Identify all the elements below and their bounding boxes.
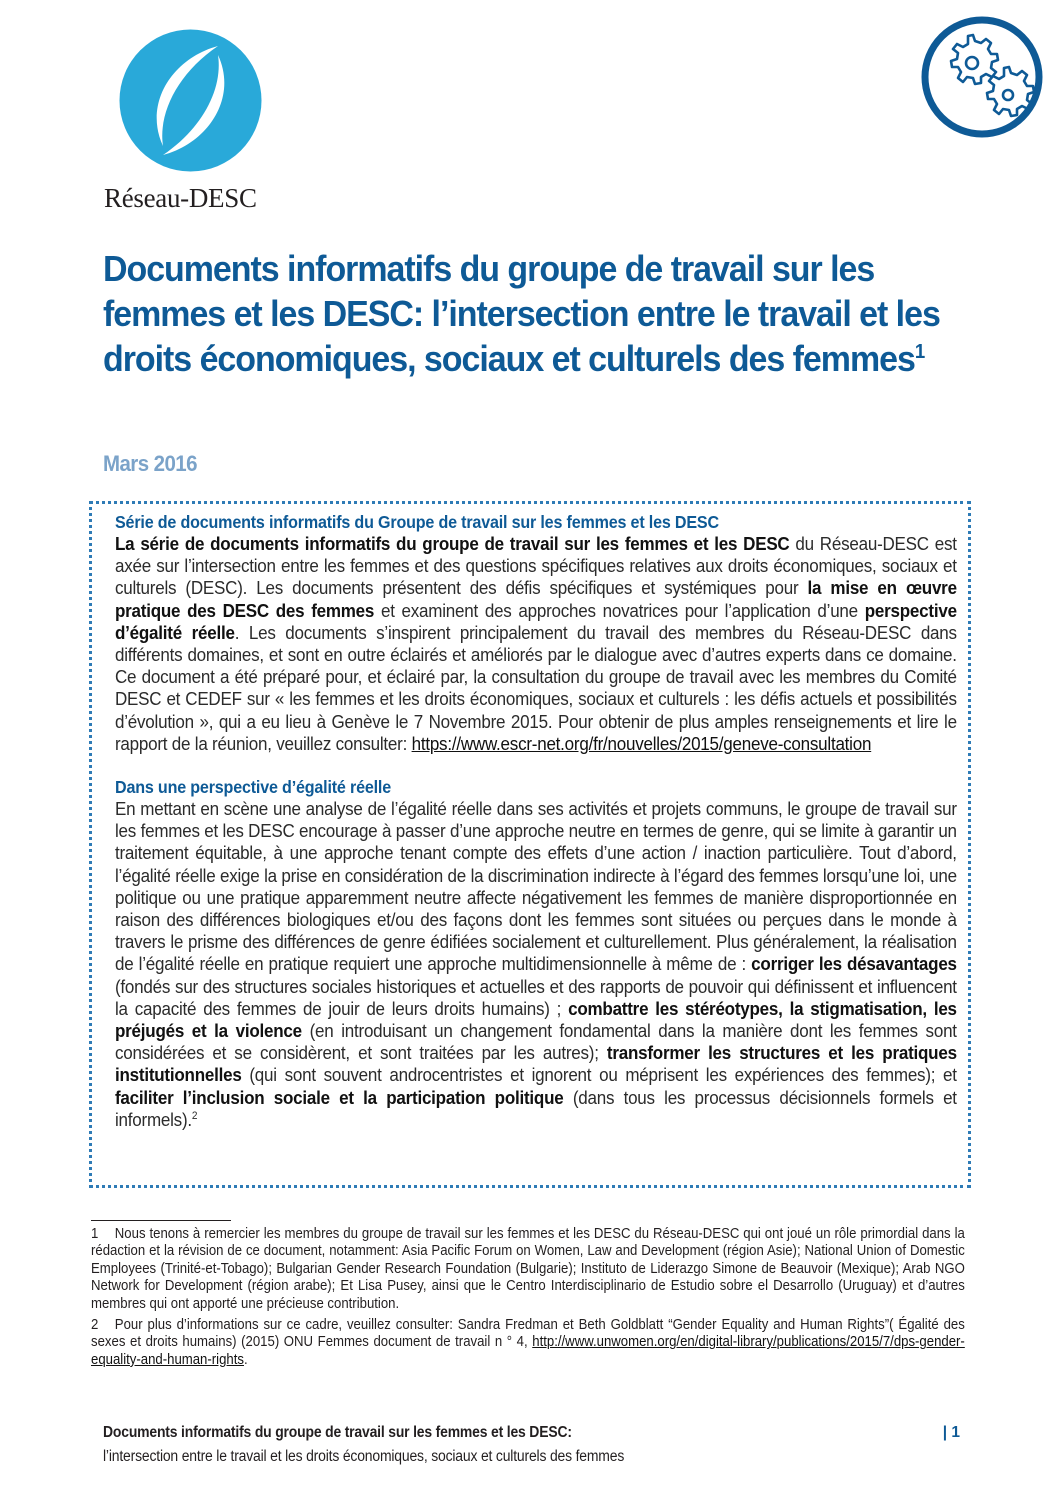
body-text: (qui sont souvent androcentristes et ignorent ou méprisent les expériences des femmes); et	[241, 1064, 957, 1086]
bold-text: faciliter l’inclusion sociale et la participation politique	[115, 1086, 564, 1108]
section1-heading: Série de documents informatifs du Groupe de travail sur les femmes et les DESC	[115, 512, 719, 532]
section1-body	[115, 533, 957, 755]
hyperlink[interactable]: https://www.escr-net.org/fr/nouvelles/2015/geneve-consultation	[411, 732, 872, 754]
title-footnote-ref[interactable]: 1	[914, 340, 925, 363]
body-text: .	[243, 1351, 248, 1368]
footer-subtitle: l’intersection entre le travail et les droits économiques, sociaux et culturels des femmes	[103, 1448, 625, 1465]
footnotes	[91, 1226, 965, 1373]
bold-text: corriger les désavantages	[751, 953, 957, 975]
hyperlink[interactable]: http://www.unwomen.org/en/digital-library/publications/2015/7/dps-gender-equality-and-human-rights	[91, 1334, 965, 1368]
footnote-divider	[91, 1220, 231, 1221]
body-text: (fondés sur des structures sociales historiques et actuelles et des rapports de pouvoir qui définissent et influencent la capacité des femmes de jouir de leurs droits humains) ;	[115, 975, 957, 1019]
body-text: Pour plus d’informations sur ce cadre, veuillez consulter: Sandra Fredman et Beth Goldblatt “Gender Equality and Human Rights”( Égalité des sexes et droits humains) (2015) ONU Femmes document de travail n ° 4,	[91, 1317, 965, 1351]
bold-text: La série de documents informatifs du groupe de travail sur les femmes et les DESC	[115, 533, 790, 554]
footnote-2	[91, 1317, 965, 1369]
body-text: (dans tous les processus décisionnels formels et informels).	[115, 1086, 957, 1130]
footnote-text	[91, 1317, 965, 1368]
reseau-desc-logo	[96, 28, 286, 214]
document-title	[103, 246, 973, 381]
footnote-number: 1	[91, 1226, 99, 1242]
body-text: En mettant en scène une analyse de l’égalité réelle dans ses activités et projets communs, le groupe de travail sur les femmes et les DESC encourage à passer d’une approche neutre en termes de genre, qui se limite à garantir un traitement équitable, à une approche tenant compte des effets d’une action / inaction particulière. Tout d’abord, l’égalité réelle exige la prise en considération de la discrimination indirecte à l’égard des femmes lorsqu’une loi, une politique ou une pratique apparemment neutre affecte négativement les femmes de manière disproportionnée en raison des différences biologiques et/ou des façons dont les femmes sont situées ou perçues dans le monde à travers le prisme des différences de genre édifiées socialement et culturellement. Plus généralement, la réalisation de l’égalité réelle en pratique requiert une approche multidimensionnelle à même de :	[115, 798, 957, 975]
gears-icon	[919, 14, 1045, 140]
document-date: Mars 2016	[103, 451, 197, 476]
footnote-1	[91, 1226, 965, 1313]
logo-text: Réseau-DESC	[104, 183, 257, 213]
body-text: et examinent des approches novatrices pour l’application d’une	[374, 599, 865, 621]
footer-title: Documents informatifs du groupe de travail sur les femmes et les DESC:	[103, 1424, 572, 1441]
reseau-desc-swirl-logo-icon	[118, 28, 263, 173]
section2-body	[115, 798, 957, 1131]
bold-text: transformer les structures et les pratiques institutionnelles	[115, 1042, 957, 1086]
footnote-number: 2	[91, 1317, 99, 1334]
bold-text: combattre les stéréotypes, la stigmatisation, les préjugés et la violence	[115, 997, 957, 1042]
footnote-ref[interactable]: 2	[191, 1109, 198, 1122]
bold-text: perspective d’égalité réelle	[115, 599, 957, 643]
page-number: | 1	[942, 1424, 960, 1441]
title-text: Documents informatifs du groupe de travail sur les femmes et les DESC: l’intersection entre le travail et les droits économiques, sociaux et culturels des femmes	[103, 248, 940, 379]
body-text: . Les documents s’inspirent principalement du travail des membres du Réseau-DESC dans différents domaines, et sont en outre éclairés et améliorés par le dialogue avec d’autres experts dans ce domaine. Ce document a été préparé pour, et éclairé par, la consultation du groupe de travail avec les membres du Comité DESC et CEDEF sur « les femmes et les droits économiques, sociaux et culturels : les défis actuels et possibilités d’évolution », qui a eu lieu à Genève le 7 Novembre 2015. Pour obtenir de plus amples renseignements et lire le rapport de la réunion, veuillez consulter:	[115, 621, 957, 754]
body-text: du Réseau-DESC est axée sur l’intersection entre les femmes et des questions spécifiques relatives aux droits économiques, sociaux et culturels (DESC). Les documents présentent des défis spécifiques et systémiques pour	[115, 533, 957, 599]
bold-text: la mise en œuvre pratique des DESC des femmes	[115, 577, 957, 621]
info-box	[89, 501, 971, 1188]
body-text: (en introduisant un changement fondamental dans la manière dont les femmes sont considérées et se considèrent, et sont traitées par les autres);	[115, 1020, 957, 1064]
body-text: Nous tenons à remercier les membres du groupe de travail sur les femmes et les DESC du Réseau-DESC qui ont joué un rôle primordial dans la rédaction et la révision de ce document, notamment: Asia Pacific Forum on Women, Law and Development (région Asie); National Union of Domestic Employees (Trinité-et-Tobago); Bulgarian Gender Research Foundation (Bulgarie); Instituto de Liderazgo Simone de Beauvoir (Mexique); Arab NGO Network for Development (région arabe); Et Lisa Pusey, ainsi que le Centro Interdisciplinario de Estudio sobre el Desarrollo (Uruguay) et d’autres membres qui ont apporté une précieuse contribution.	[91, 1226, 965, 1312]
section2-heading: Dans une perspective d’égalité réelle	[115, 777, 391, 798]
footnote-text	[91, 1226, 965, 1312]
